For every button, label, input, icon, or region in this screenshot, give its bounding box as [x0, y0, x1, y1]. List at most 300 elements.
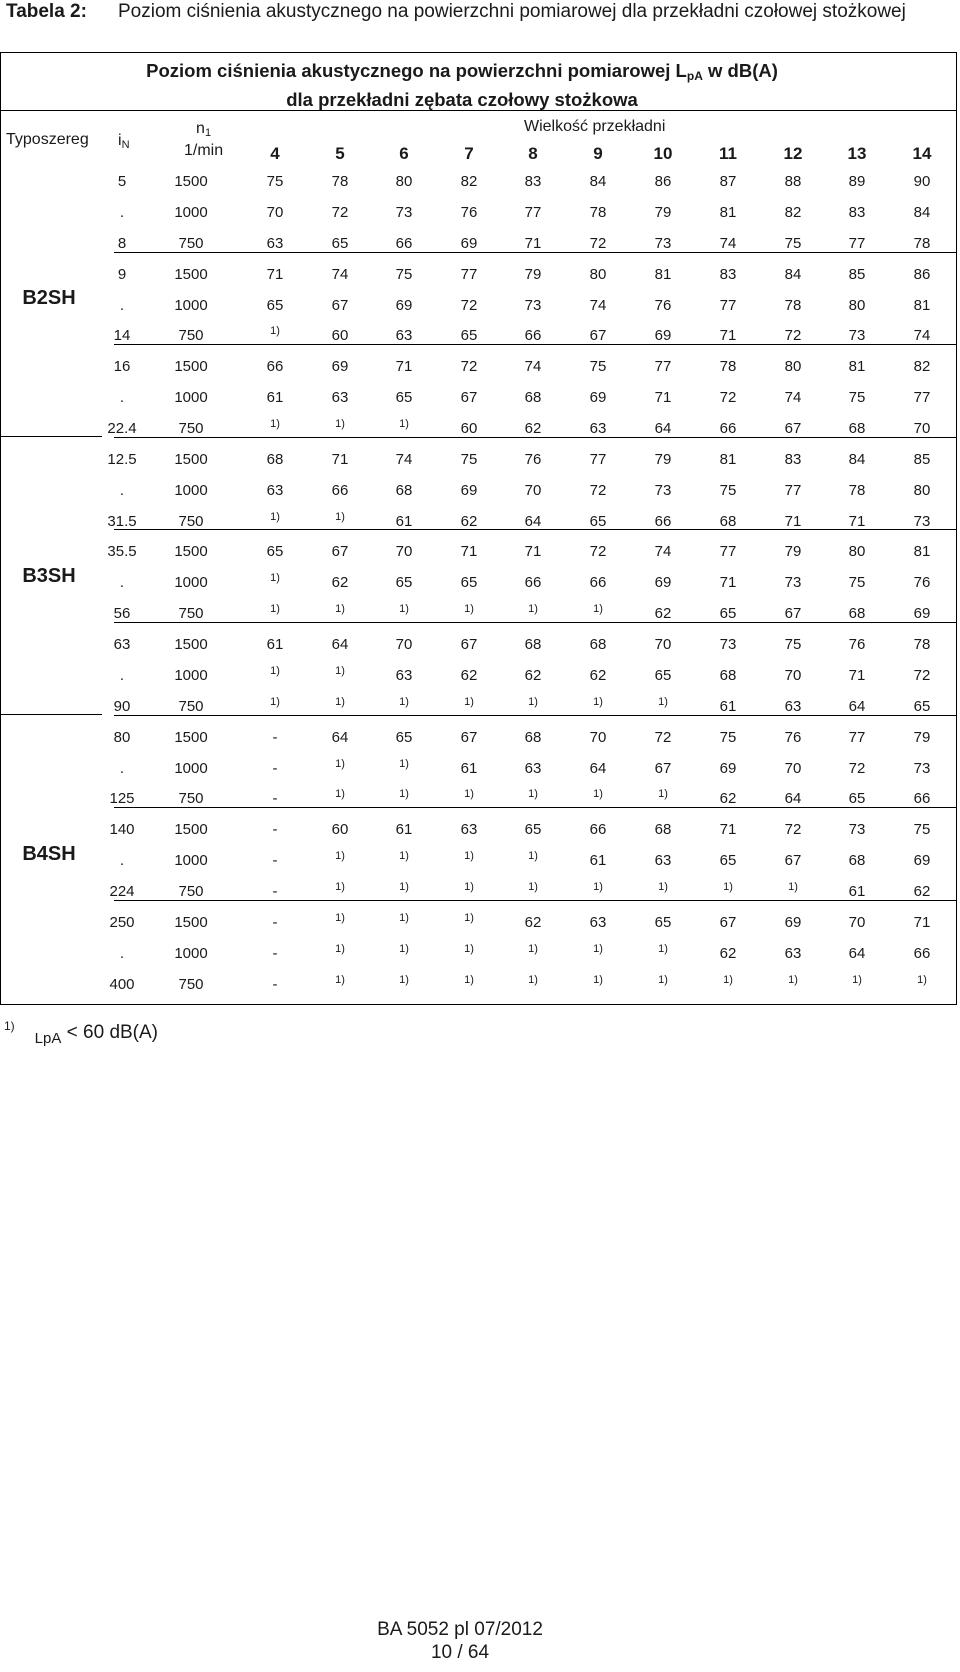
- level-cell: 1): [593, 942, 603, 955]
- level-cell: 77: [654, 358, 672, 376]
- level-cell: 1): [658, 973, 668, 986]
- level-cell: 68: [266, 450, 284, 468]
- level-cell: 75: [719, 728, 737, 746]
- level-cell: 68: [719, 666, 737, 684]
- speed-cell: 1000: [174, 852, 208, 870]
- level-cell: 78: [848, 481, 866, 499]
- row-group-divider: [114, 252, 957, 253]
- speed-cell: 1500: [174, 821, 208, 839]
- level-cell: 61: [395, 821, 413, 839]
- level-cell: 65: [654, 666, 672, 684]
- level-cell: 1): [464, 603, 474, 616]
- level-cell: 62: [719, 790, 737, 808]
- level-cell: 69: [913, 852, 931, 870]
- level-cell: 74: [784, 389, 802, 407]
- size-header: 6: [399, 144, 409, 163]
- level-cell: 87: [719, 173, 737, 190]
- level-cell: 1): [464, 942, 474, 955]
- level-cell: 80: [848, 296, 866, 314]
- level-cell: 73: [913, 759, 931, 777]
- ratio-cell: .: [119, 389, 125, 407]
- speed-cell: 1000: [174, 203, 208, 221]
- col-header-ratio-sub: N: [121, 139, 130, 151]
- row-group-divider: [114, 344, 957, 345]
- level-cell: 1): [723, 973, 733, 986]
- level-cell: 1): [399, 603, 409, 616]
- ratio-cell: 90: [113, 697, 131, 715]
- level-cell: 61: [395, 512, 413, 530]
- level-cell: 75: [395, 265, 413, 283]
- ratio-cell: 16: [113, 358, 131, 376]
- level-cell: 1): [399, 788, 409, 801]
- level-cell: 81: [913, 543, 931, 561]
- size-header: 14: [912, 144, 932, 163]
- level-cell: 70: [395, 636, 413, 653]
- caption-label: Tabela 2:: [6, 1, 87, 22]
- col-header-speed-main: n: [196, 120, 205, 137]
- level-cell: 73: [848, 327, 866, 345]
- level-cell: 73: [784, 574, 802, 592]
- level-cell: 78: [331, 173, 349, 190]
- row-group-divider: [114, 529, 957, 530]
- level-cell: 1): [335, 418, 345, 430]
- ratio-cell: 80: [113, 728, 131, 746]
- speed-cell: 1500: [174, 173, 208, 190]
- level-cell: 65: [460, 574, 478, 592]
- ratio-cell: 31.5: [107, 512, 137, 530]
- level-cell: 84: [848, 450, 866, 468]
- level-cell: 72: [913, 666, 931, 684]
- level-cell: 65: [331, 234, 349, 252]
- ratio-cell: 250: [109, 913, 135, 931]
- level-cell: 1): [528, 850, 538, 863]
- level-cell: 70: [589, 728, 607, 746]
- level-cell: 89: [848, 173, 866, 190]
- col-header-type: Typoszereg: [6, 131, 89, 148]
- level-cell: 67: [784, 420, 802, 437]
- level-cell: 1): [270, 325, 280, 338]
- speed-cell: 750: [178, 697, 204, 715]
- level-cell: 71: [266, 265, 284, 283]
- level-cell: 1): [464, 881, 474, 893]
- level-cell: 1): [335, 911, 345, 924]
- level-cell: 71: [460, 543, 478, 561]
- level-cell: -: [272, 852, 278, 870]
- level-cell: 71: [719, 821, 737, 839]
- level-cell: 67: [331, 296, 349, 314]
- level-cell: 76: [848, 636, 866, 653]
- level-cell: 78: [913, 234, 931, 252]
- level-cell: 71: [719, 327, 737, 345]
- title-line1-after: w dB(A): [702, 60, 778, 81]
- level-cell: 1): [399, 973, 409, 986]
- level-cell: 73: [913, 512, 931, 530]
- level-cell: 62: [589, 666, 607, 684]
- level-cell: 1): [658, 881, 668, 893]
- footnote-lpa: LpA: [34, 1030, 62, 1047]
- size-header: 8: [528, 144, 538, 163]
- level-cell: 67: [460, 728, 478, 746]
- row-group-divider: [114, 437, 957, 438]
- level-cell: 73: [654, 234, 672, 252]
- level-cell: 66: [524, 327, 542, 345]
- level-cell: 70: [395, 543, 413, 561]
- ratio-cell: 35.5: [107, 543, 137, 561]
- level-cell: 65: [913, 697, 931, 715]
- ratio-cell: 140: [109, 821, 135, 839]
- size-header: 10: [653, 144, 673, 163]
- level-cell: 74: [331, 265, 349, 283]
- level-cell: 67: [784, 852, 802, 870]
- level-cell: 61: [719, 697, 737, 715]
- speed-cell: 1500: [174, 358, 208, 376]
- level-cell: 72: [784, 327, 802, 345]
- size-header: 7: [464, 144, 474, 163]
- type-label: B2SH: [22, 286, 76, 309]
- level-cell: 69: [654, 574, 672, 592]
- level-cell: 77: [589, 450, 607, 468]
- level-cell: 63: [331, 389, 349, 407]
- level-cell: 1): [464, 788, 474, 801]
- level-cell: 71: [848, 512, 866, 530]
- level-cell: 75: [848, 574, 866, 592]
- level-cell: 68: [524, 389, 542, 407]
- level-cell: 61: [266, 389, 284, 407]
- level-cell: 72: [848, 759, 866, 777]
- level-cell: 65: [266, 296, 284, 314]
- speed-cell: 1500: [174, 728, 208, 746]
- ratio-cell: 22.4: [107, 420, 137, 437]
- level-cell: 75: [913, 821, 931, 839]
- level-cell: 72: [784, 821, 802, 839]
- level-cell: 61: [460, 759, 478, 777]
- level-cell: 68: [395, 481, 413, 499]
- level-cell: 63: [460, 821, 478, 839]
- table-title-line1: [146, 60, 778, 81]
- level-cell: 72: [331, 203, 349, 221]
- level-cell: 63: [589, 420, 607, 437]
- level-cell: 67: [589, 327, 607, 345]
- level-cell: 64: [848, 944, 866, 962]
- level-cell: 78: [913, 636, 931, 653]
- level-cell: 69: [719, 759, 737, 777]
- level-cell: 1): [335, 510, 345, 523]
- ratio-cell: 5: [117, 173, 127, 190]
- level-cell: 67: [719, 913, 737, 931]
- level-cell: 66: [331, 481, 349, 499]
- level-cell: 84: [589, 173, 607, 190]
- level-cell: 63: [395, 666, 413, 684]
- level-cell: 69: [913, 605, 931, 623]
- level-cell: 81: [654, 265, 672, 283]
- level-cell: 84: [913, 203, 931, 221]
- level-cell: 63: [589, 913, 607, 931]
- level-cell: 75: [784, 234, 802, 252]
- level-cell: 69: [460, 234, 478, 252]
- level-cell: 74: [524, 358, 542, 376]
- level-cell: 68: [589, 636, 607, 653]
- caption-text: Poziom ciśnienia akustycznego na powierzchni pomiarowej dla przekładni czołowej stożkowej: [118, 1, 906, 22]
- level-cell: 1): [399, 695, 409, 708]
- level-cell: 1): [917, 973, 927, 986]
- level-cell: 70: [913, 420, 931, 437]
- level-cell: 72: [460, 296, 478, 314]
- level-cell: 60: [331, 821, 349, 839]
- size-header: 4: [270, 144, 280, 163]
- level-cell: 67: [460, 389, 478, 407]
- level-cell: 1): [852, 973, 862, 986]
- level-cell: 1): [593, 603, 603, 616]
- level-cell: 70: [654, 636, 672, 653]
- level-cell: 71: [784, 512, 802, 530]
- level-cell: 86: [654, 173, 672, 190]
- level-cell: 76: [913, 574, 931, 592]
- level-cell: -: [272, 975, 278, 993]
- title-line1-before: Poziom ciśnienia akustycznego na powierzchni pomiarowej L: [146, 60, 687, 81]
- level-cell: 71: [719, 574, 737, 592]
- level-cell: 1): [399, 881, 409, 893]
- level-cell: 1): [528, 881, 538, 893]
- level-cell: 1): [788, 881, 798, 893]
- level-cell: 76: [654, 296, 672, 314]
- speed-cell: 1500: [174, 913, 208, 931]
- level-cell: 69: [460, 481, 478, 499]
- level-cell: 71: [848, 666, 866, 684]
- level-cell: 85: [848, 265, 866, 283]
- level-cell: 79: [913, 728, 931, 746]
- level-cell: -: [272, 759, 278, 777]
- level-cell: 60: [331, 327, 349, 345]
- level-cell: 1): [399, 850, 409, 863]
- col-header-ratio: [118, 132, 130, 154]
- col-header-speed-unit: 1/min: [184, 142, 224, 159]
- level-cell: 71: [524, 234, 542, 252]
- level-cell: 62: [524, 666, 542, 684]
- level-cell: 68: [719, 512, 737, 530]
- level-cell: 81: [913, 296, 931, 314]
- col-header-ratio-main: i: [118, 132, 122, 149]
- level-cell: 64: [784, 790, 802, 808]
- level-cell: 77: [913, 389, 931, 407]
- speed-cell: 1000: [174, 296, 208, 314]
- level-cell: 1): [270, 510, 280, 523]
- level-cell: 67: [784, 605, 802, 623]
- speed-cell: 1500: [174, 636, 208, 653]
- level-cell: 64: [589, 759, 607, 777]
- footnote: [4, 1014, 158, 1051]
- ratio-cell: 56: [113, 605, 131, 623]
- col-header-size-group: Wielkość przekładni: [524, 118, 666, 135]
- size-header: 13: [847, 144, 867, 163]
- level-cell: 70: [784, 759, 802, 777]
- level-cell: 65: [589, 512, 607, 530]
- speed-cell: 1000: [174, 481, 208, 499]
- level-cell: 67: [331, 543, 349, 561]
- level-cell: 61: [589, 852, 607, 870]
- level-cell: 1): [335, 603, 345, 616]
- footnote-mark: 1): [4, 1019, 15, 1033]
- row-group-divider: [114, 807, 957, 808]
- level-cell: 65: [719, 605, 737, 623]
- level-cell: 76: [784, 728, 802, 746]
- type-label: B3SH: [22, 564, 76, 587]
- level-cell: 1): [528, 603, 538, 616]
- level-cell: 65: [395, 728, 413, 746]
- level-cell: 63: [784, 697, 802, 715]
- level-cell: 1): [335, 695, 345, 708]
- level-cell: 74: [589, 296, 607, 314]
- level-cell: 63: [784, 944, 802, 962]
- level-cell: 71: [913, 913, 931, 931]
- level-cell: -: [272, 790, 278, 808]
- level-cell: 1): [399, 911, 409, 924]
- level-cell: 1): [335, 788, 345, 801]
- level-cell: 74: [719, 234, 737, 252]
- ratio-cell: 400: [109, 975, 135, 993]
- level-cell: 68: [524, 636, 542, 653]
- level-cell: 66: [719, 420, 737, 437]
- level-cell: 69: [784, 913, 802, 931]
- speed-cell: 1000: [174, 944, 208, 962]
- level-cell: 66: [589, 821, 607, 839]
- level-cell: 1): [399, 757, 409, 770]
- level-cell: 65: [395, 389, 413, 407]
- level-cell: 81: [719, 203, 737, 221]
- level-cell: 66: [654, 512, 672, 530]
- level-cell: 62: [719, 944, 737, 962]
- level-cell: 63: [266, 481, 284, 499]
- ratio-cell: .: [119, 203, 125, 221]
- level-cell: 73: [719, 636, 737, 653]
- level-cell: 75: [848, 389, 866, 407]
- size-header: 12: [783, 144, 803, 163]
- level-cell: 73: [395, 203, 413, 221]
- level-cell: 72: [589, 234, 607, 252]
- level-cell: 1): [528, 695, 538, 708]
- ratio-cell: .: [119, 944, 125, 962]
- speed-cell: 750: [178, 605, 204, 623]
- level-cell: 65: [848, 790, 866, 808]
- speed-cell: 1000: [174, 666, 208, 684]
- level-cell: 1): [270, 572, 280, 585]
- level-cell: 82: [784, 203, 802, 221]
- level-cell: 1): [658, 695, 668, 708]
- level-cell: 72: [589, 543, 607, 561]
- level-cell: 1): [335, 973, 345, 986]
- level-cell: 60: [460, 420, 478, 437]
- level-cell: 68: [654, 821, 672, 839]
- level-cell: 75: [460, 450, 478, 468]
- level-cell: 1): [593, 973, 603, 986]
- speed-cell: 750: [178, 790, 204, 808]
- ratio-cell: .: [119, 666, 125, 684]
- level-cell: 1): [335, 881, 345, 893]
- page-footer: [330, 1618, 590, 1664]
- level-cell: 65: [395, 574, 413, 592]
- level-cell: 1): [593, 788, 603, 801]
- level-cell: 75: [266, 173, 284, 190]
- level-cell: 62: [524, 913, 542, 931]
- level-cell: 67: [654, 759, 672, 777]
- level-cell: 75: [784, 636, 802, 653]
- ratio-cell: .: [119, 852, 125, 870]
- ratio-cell: .: [119, 296, 125, 314]
- level-cell: 76: [460, 203, 478, 221]
- level-cell: 66: [524, 574, 542, 592]
- title-line1-sub: pA: [686, 69, 703, 83]
- level-cell: 66: [589, 574, 607, 592]
- level-cell: 62: [913, 883, 931, 900]
- level-cell: 77: [719, 296, 737, 314]
- col-header-speed-sub: 1: [204, 127, 212, 139]
- level-cell: 71: [395, 358, 413, 376]
- level-cell: 1): [399, 942, 409, 955]
- type-label: B4SH: [22, 842, 76, 865]
- level-cell: 77: [524, 203, 542, 221]
- level-cell: 1): [270, 603, 280, 616]
- level-cell: 1): [658, 788, 668, 801]
- level-cell: 77: [460, 265, 478, 283]
- level-cell: 69: [331, 358, 349, 376]
- level-cell: 80: [848, 543, 866, 561]
- level-cell: 80: [784, 358, 802, 376]
- level-cell: 81: [848, 358, 866, 376]
- speed-cell: 750: [178, 327, 204, 345]
- level-cell: 74: [654, 543, 672, 561]
- level-cell: 1): [270, 695, 280, 708]
- level-cell: 64: [848, 697, 866, 715]
- level-cell: 77: [719, 543, 737, 561]
- level-cell: 78: [784, 296, 802, 314]
- level-cell: 78: [719, 358, 737, 376]
- level-cell: 85: [913, 450, 931, 468]
- ratio-cell: .: [119, 481, 125, 499]
- level-cell: 83: [719, 265, 737, 283]
- speed-cell: 1000: [174, 574, 208, 592]
- level-cell: 73: [654, 481, 672, 499]
- level-cell: 69: [654, 327, 672, 345]
- level-cell: 1): [270, 418, 280, 430]
- level-cell: 62: [331, 574, 349, 592]
- speed-cell: 750: [178, 883, 204, 900]
- level-cell: 80: [395, 173, 413, 190]
- level-cell: 86: [913, 265, 931, 283]
- level-cell: 1): [399, 418, 409, 430]
- level-cell: -: [272, 913, 278, 931]
- level-cell: 67: [460, 636, 478, 653]
- level-cell: 72: [589, 481, 607, 499]
- level-cell: 66: [266, 358, 284, 376]
- level-cell: 74: [395, 450, 413, 468]
- level-cell: 76: [524, 450, 542, 468]
- level-cell: 1): [464, 695, 474, 708]
- level-cell: 62: [460, 512, 478, 530]
- level-cell: 1): [788, 973, 798, 986]
- level-cell: -: [272, 728, 278, 746]
- ratio-cell: 14: [113, 327, 131, 345]
- level-cell: 68: [848, 852, 866, 870]
- row-group-divider: [114, 715, 957, 716]
- footnote-text: < 60 dB(A): [61, 1022, 159, 1043]
- level-cell: 70: [848, 913, 866, 931]
- level-cell: 1): [464, 911, 474, 924]
- level-cell: 69: [395, 296, 413, 314]
- level-cell: 71: [331, 450, 349, 468]
- col-header-speed: [184, 120, 223, 160]
- level-cell: 75: [589, 358, 607, 376]
- level-cell: 63: [395, 327, 413, 345]
- level-cell: 68: [848, 420, 866, 437]
